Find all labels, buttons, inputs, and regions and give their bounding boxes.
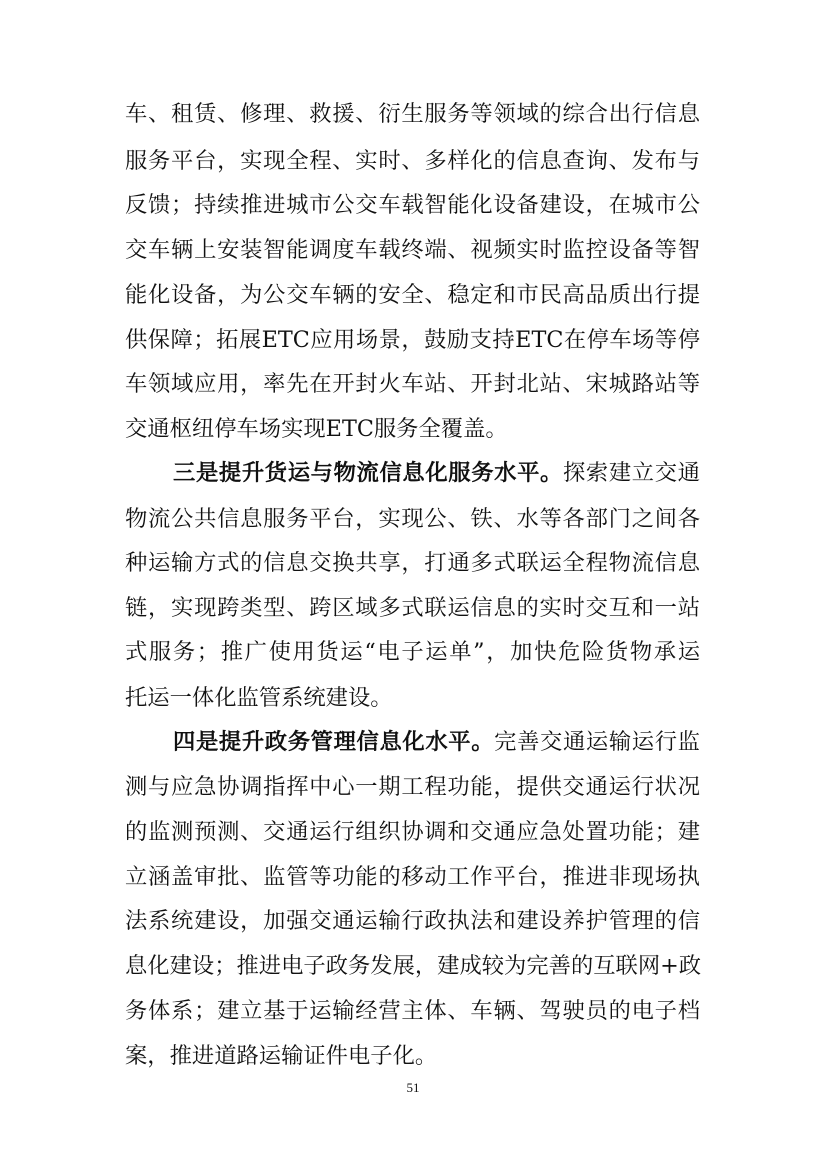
text-line: 链，实现跨类型、跨区域多式联运信息的实时交互和一站 (125, 595, 700, 621)
text-line: 务体系；建立基于运输经营主体、车辆、驾驶员的电子档 (125, 998, 700, 1024)
text-line: 的监测预测、交通运行组织协调和交通应急处置功能；建 (125, 819, 700, 845)
text-span: 探索建立交通 (562, 460, 700, 486)
text-line: 供保障；拓展ETC应用场景，鼓励支持ETC在停车场等停 (125, 327, 700, 353)
text-line: 种运输方式的信息交换共享，打通多式联运全程物流信息 (125, 550, 700, 576)
paragraph-lead: 三是提升货运与物流信息化服务水平。 (173, 460, 563, 486)
text-line: 物流公共信息服务平台，实现公、铁、水等各部门之间各 (125, 506, 700, 532)
text-line: 车、租赁、修理、救援、衍生服务等领域的综合出行信息 (125, 101, 700, 127)
page-number: 51 (406, 1080, 420, 1095)
text-line: 车领域应用，率先在开封火车站、开封北站、宋城路站等 (125, 371, 700, 397)
text-line: 案，推进道路运输证件电子化。 (125, 1043, 438, 1069)
text-line: 式服务；推广使用货运“电子运单”，加快危险货物承运 (125, 639, 700, 665)
text-line: 法系统建设，加强交通运输行政执法和建设养护管理的信 (125, 908, 700, 934)
text-line: 息化建设；推进电子政务发展，建成较为完善的互联网+政 (125, 953, 702, 979)
text-line (173, 725, 700, 759)
text-line: 交车辆上安装智能调度车载终端、视频实时监控设备等智 (125, 237, 700, 263)
text-line: 能化设备，为公交车辆的安全、稳定和市民高品质出行提 (125, 282, 700, 308)
text-line: 服务平台，实现全程、实时、多样化的信息查询、发布与 (125, 148, 700, 174)
text-line: 托运一体化监管系统建设。 (125, 685, 393, 711)
paragraph-lead: 四是提升政务管理信息化水平。 (173, 729, 495, 755)
text-line: 立涵盖审批、监管等功能的移动工作平台，推进非现场执 (125, 864, 700, 890)
text-line (173, 456, 700, 490)
text-span: 完善交通运输运行监 (494, 729, 700, 755)
text-line: 交通枢纽停车场实现ETC服务全覆盖。 (125, 416, 508, 442)
text-line: 测与应急协调指挥中心一期工程功能，提供交通运行状况 (125, 774, 700, 800)
text-line: 反馈；持续推进城市公交车载智能化设备建设，在城市公 (125, 192, 700, 218)
